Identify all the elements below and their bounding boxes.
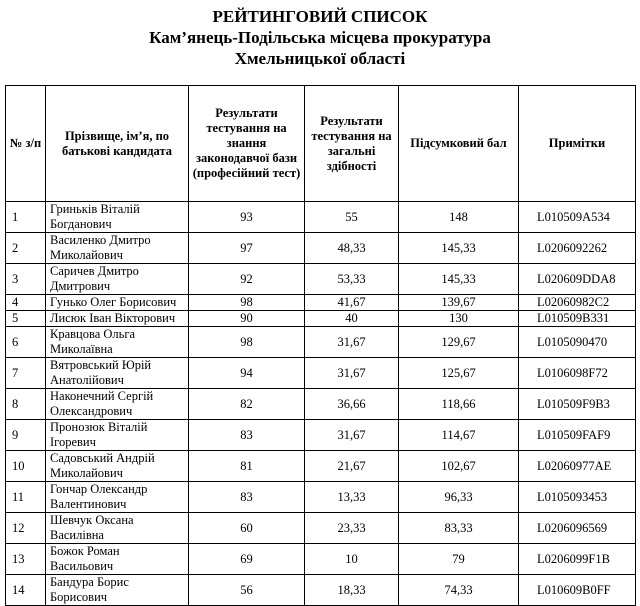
cell-ability: 48,33 bbox=[305, 233, 399, 264]
cell-law: 56 bbox=[189, 575, 305, 606]
cell-total: 74,33 bbox=[399, 575, 519, 606]
cell-ability: 41,67 bbox=[305, 295, 399, 311]
cell-law: 60 bbox=[189, 513, 305, 544]
document-title: РЕЙТИНГОВИЙ СПИСОК bbox=[212, 7, 428, 26]
cell-name: Василенко Дмитро Миколайович bbox=[46, 233, 189, 264]
cell-total: 130 bbox=[399, 311, 519, 327]
col-header-law-test: Результати тестування на знання законодавчої бази (професійний тест) bbox=[189, 86, 305, 202]
cell-total: 102,67 bbox=[399, 451, 519, 482]
cell-law: 83 bbox=[189, 482, 305, 513]
cell-total: 79 bbox=[399, 544, 519, 575]
cell-name: Шевчук Оксана Василівна bbox=[46, 513, 189, 544]
cell-law: 98 bbox=[189, 295, 305, 311]
table-row bbox=[6, 482, 636, 513]
cell-ability: 13,33 bbox=[305, 482, 399, 513]
table-row bbox=[6, 513, 636, 544]
cell-num: 10 bbox=[6, 451, 46, 482]
cell-law: 69 bbox=[189, 544, 305, 575]
cell-name: Гриньків Віталій Богданович bbox=[46, 202, 189, 233]
cell-total: 145,33 bbox=[399, 264, 519, 295]
cell-num: 9 bbox=[6, 420, 46, 451]
cell-note: L02060982C2 bbox=[519, 295, 636, 311]
col-header-name: Прізвище, ім’я, по батькові кандидата bbox=[46, 86, 189, 202]
cell-note: L0105093453 bbox=[519, 482, 636, 513]
cell-ability: 40 bbox=[305, 311, 399, 327]
cell-note: L010509F9B3 bbox=[519, 389, 636, 420]
cell-name: Гунько Олег Борисович bbox=[46, 295, 189, 311]
cell-ability: 31,67 bbox=[305, 327, 399, 358]
cell-ability: 18,33 bbox=[305, 575, 399, 606]
cell-name: Кравцова Ольга Миколаївна bbox=[46, 327, 189, 358]
cell-num: 2 bbox=[6, 233, 46, 264]
table-row bbox=[6, 327, 636, 358]
cell-law: 92 bbox=[189, 264, 305, 295]
cell-note: L010509A534 bbox=[519, 202, 636, 233]
cell-total: 96,33 bbox=[399, 482, 519, 513]
cell-name: Наконечний Сергій Олександрович bbox=[46, 389, 189, 420]
document-region: Хмельницької області bbox=[234, 49, 406, 68]
cell-note: L020609DDA8 bbox=[519, 264, 636, 295]
cell-law: 93 bbox=[189, 202, 305, 233]
cell-num: 11 bbox=[6, 482, 46, 513]
cell-num: 8 bbox=[6, 389, 46, 420]
cell-ability: 36,66 bbox=[305, 389, 399, 420]
document-subtitle: Кам’янець-Подільська місцева прокуратура bbox=[149, 28, 491, 47]
rating-table bbox=[5, 85, 636, 606]
cell-note: L0106098F72 bbox=[519, 358, 636, 389]
cell-name: Саричев Дмитро Дмитрович bbox=[46, 264, 189, 295]
cell-total: 139,67 bbox=[399, 295, 519, 311]
cell-total: 118,66 bbox=[399, 389, 519, 420]
col-header-note: Примітки bbox=[519, 86, 636, 202]
cell-name: Садовський Андрій Миколайович bbox=[46, 451, 189, 482]
cell-law: 98 bbox=[189, 327, 305, 358]
cell-ability: 21,67 bbox=[305, 451, 399, 482]
cell-total: 125,67 bbox=[399, 358, 519, 389]
table-header-row bbox=[6, 86, 636, 202]
table-row bbox=[6, 295, 636, 311]
col-header-ability-test: Результати тестування на загальні здібності bbox=[305, 86, 399, 202]
cell-total: 145,33 bbox=[399, 233, 519, 264]
cell-note: L0105090470 bbox=[519, 327, 636, 358]
cell-ability: 23,33 bbox=[305, 513, 399, 544]
cell-note: L0206099F1B bbox=[519, 544, 636, 575]
table-row bbox=[6, 575, 636, 606]
cell-total: 114,67 bbox=[399, 420, 519, 451]
cell-note: L02060977AE bbox=[519, 451, 636, 482]
cell-num: 12 bbox=[6, 513, 46, 544]
cell-law: 81 bbox=[189, 451, 305, 482]
cell-num: 5 bbox=[6, 311, 46, 327]
table-row bbox=[6, 358, 636, 389]
cell-total: 148 bbox=[399, 202, 519, 233]
table-row bbox=[6, 451, 636, 482]
cell-ability: 10 bbox=[305, 544, 399, 575]
table-row bbox=[6, 264, 636, 295]
cell-num: 3 bbox=[6, 264, 46, 295]
cell-num: 7 bbox=[6, 358, 46, 389]
cell-note: L010509FAF9 bbox=[519, 420, 636, 451]
cell-law: 83 bbox=[189, 420, 305, 451]
cell-ability: 31,67 bbox=[305, 358, 399, 389]
cell-law: 97 bbox=[189, 233, 305, 264]
cell-name: Божок Роман Васильович bbox=[46, 544, 189, 575]
cell-ability: 53,33 bbox=[305, 264, 399, 295]
cell-ability: 55 bbox=[305, 202, 399, 233]
cell-note: L010609B0FF bbox=[519, 575, 636, 606]
cell-total: 129,67 bbox=[399, 327, 519, 358]
table-row bbox=[6, 420, 636, 451]
cell-name: Бандура Борис Борисович bbox=[46, 575, 189, 606]
col-header-total: Підсумковий бал bbox=[399, 86, 519, 202]
cell-name: Лисюк Іван Вікторович bbox=[46, 311, 189, 327]
document-header bbox=[0, 6, 640, 69]
cell-num: 1 bbox=[6, 202, 46, 233]
table-row bbox=[6, 233, 636, 264]
cell-ability: 31,67 bbox=[305, 420, 399, 451]
cell-law: 94 bbox=[189, 358, 305, 389]
cell-name: Пронозюк Віталій Ігоревич bbox=[46, 420, 189, 451]
table-row bbox=[6, 544, 636, 575]
cell-note: L010509B331 bbox=[519, 311, 636, 327]
cell-num: 6 bbox=[6, 327, 46, 358]
table-row bbox=[6, 311, 636, 327]
cell-total: 83,33 bbox=[399, 513, 519, 544]
cell-name: Вятровський Юрій Анатолійович bbox=[46, 358, 189, 389]
table-row bbox=[6, 389, 636, 420]
cell-note: L0206096569 bbox=[519, 513, 636, 544]
col-header-num: № з/п bbox=[6, 86, 46, 202]
cell-law: 90 bbox=[189, 311, 305, 327]
cell-num: 14 bbox=[6, 575, 46, 606]
cell-num: 13 bbox=[6, 544, 46, 575]
cell-law: 82 bbox=[189, 389, 305, 420]
cell-note: L0206092262 bbox=[519, 233, 636, 264]
cell-num: 4 bbox=[6, 295, 46, 311]
table-row bbox=[6, 202, 636, 233]
cell-name: Гончар Олександр Валентинович bbox=[46, 482, 189, 513]
